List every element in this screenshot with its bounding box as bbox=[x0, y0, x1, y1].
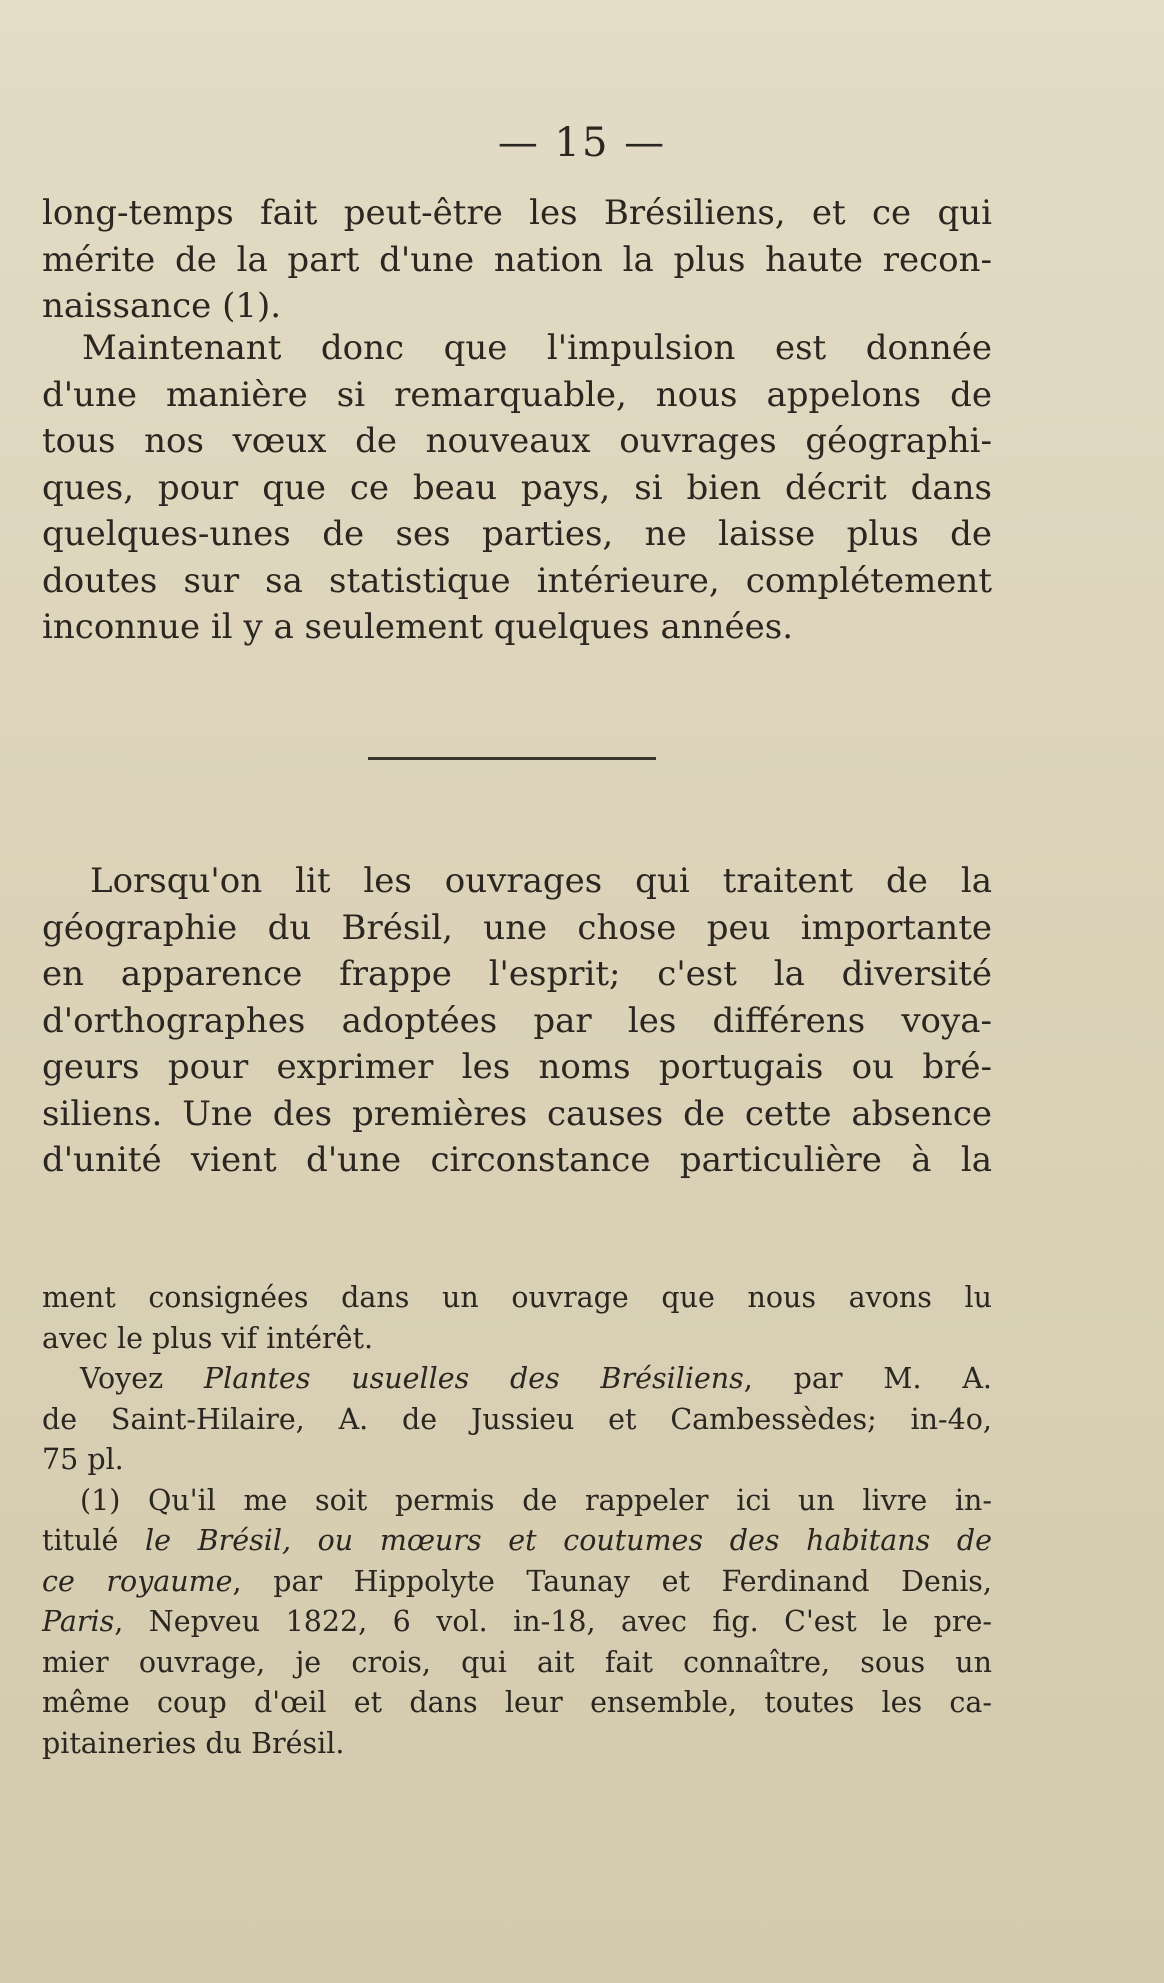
text-line: d'unité vient d'une circonstance particulière à la bbox=[42, 1140, 992, 1180]
paragraph-maintenant bbox=[42, 325, 992, 651]
text-line: tous nos vœux de nouveaux ouvrages géographi- bbox=[42, 421, 992, 461]
footnote-text: Voyez bbox=[80, 1362, 164, 1395]
footnote-line: pitaineries du Brésil. bbox=[42, 1726, 345, 1760]
footnote-line: (1) Qu'il me soit permis de rappeler ici un livre in- bbox=[80, 1483, 992, 1517]
paragraph-continued bbox=[42, 190, 992, 330]
footnote-line bbox=[42, 1521, 992, 1562]
text-line: Lorsqu'on lit les ouvrages qui traitent de la bbox=[90, 861, 992, 901]
text-line: long-temps fait peut-être les Brésiliens, et ce qui bbox=[42, 193, 992, 233]
text-line: géographie du Brésil, une chose peu importante bbox=[42, 907, 992, 948]
footnote-text: , par M. A. bbox=[743, 1362, 992, 1395]
text-line: ques, pour que ce beau pays, si bien décrit dans bbox=[42, 467, 992, 508]
footnote-line: mier ouvrage, je crois, qui ait fait connaître, sous un bbox=[42, 1645, 992, 1679]
text-line: inconnue il y a seulement quelques années. bbox=[42, 607, 794, 647]
text-line: geurs pour exprimer les noms portugais ou bré- bbox=[42, 1047, 992, 1087]
footnote-line bbox=[42, 1562, 992, 1603]
footnote-text: titulé bbox=[42, 1524, 119, 1557]
footnote-line: avec le plus vif intérêt. bbox=[42, 1321, 374, 1355]
section-divider bbox=[368, 757, 656, 760]
page-number: — 15 — bbox=[497, 120, 667, 166]
text-line: d'orthographes adoptées par les différens voya- bbox=[42, 1000, 992, 1041]
text-line: siliens. Une des premières causes de cette absence bbox=[42, 1093, 992, 1134]
text-line: doutes sur sa statistique intérieure, complétement bbox=[42, 560, 992, 601]
footnote-line: de Saint-Hilaire, A. de Jussieu et Cambessèdes; in-4o, bbox=[42, 1402, 992, 1436]
footnote-line: même coup d'œil et dans leur ensemble, toutes les ca- bbox=[42, 1686, 992, 1719]
footnote-line bbox=[42, 1359, 992, 1400]
book-title: Plantes usuelles des Brésiliens bbox=[203, 1362, 744, 1395]
text-line: quelques-unes de ses parties, ne laisse plus de bbox=[42, 514, 992, 554]
text-line: Maintenant donc que l'impulsion est donnée bbox=[82, 328, 992, 368]
footnote-text: , Nepveu 1822, 6 vol. in-18, avec fig. C'est le pre- bbox=[114, 1605, 992, 1638]
text-line: naissance (1). bbox=[42, 286, 282, 326]
book-title: ce royaume bbox=[42, 1564, 233, 1598]
text-line: mérite de la part d'une nation la plus haute recon- bbox=[42, 239, 992, 280]
footnote-line: ment consignées dans un ouvrage que nous avons lu bbox=[42, 1281, 992, 1314]
footnote-line: 75 pl. bbox=[42, 1443, 124, 1476]
footnotes bbox=[42, 1278, 992, 1764]
paragraph-lorsquon bbox=[42, 858, 992, 1184]
book-title: le Brésil, ou mœurs et coutumes des habitans de bbox=[145, 1524, 992, 1557]
text-line: en apparence frappe l'esprit; c'est la diversité bbox=[42, 954, 992, 994]
footnote-line bbox=[42, 1602, 992, 1643]
text-line: d'une manière si remarquable, nous appelons de bbox=[42, 374, 992, 415]
place-name: Paris bbox=[42, 1605, 115, 1638]
footnote-text: , par Hippolyte Taunay et Ferdinand Denis, bbox=[232, 1564, 992, 1598]
